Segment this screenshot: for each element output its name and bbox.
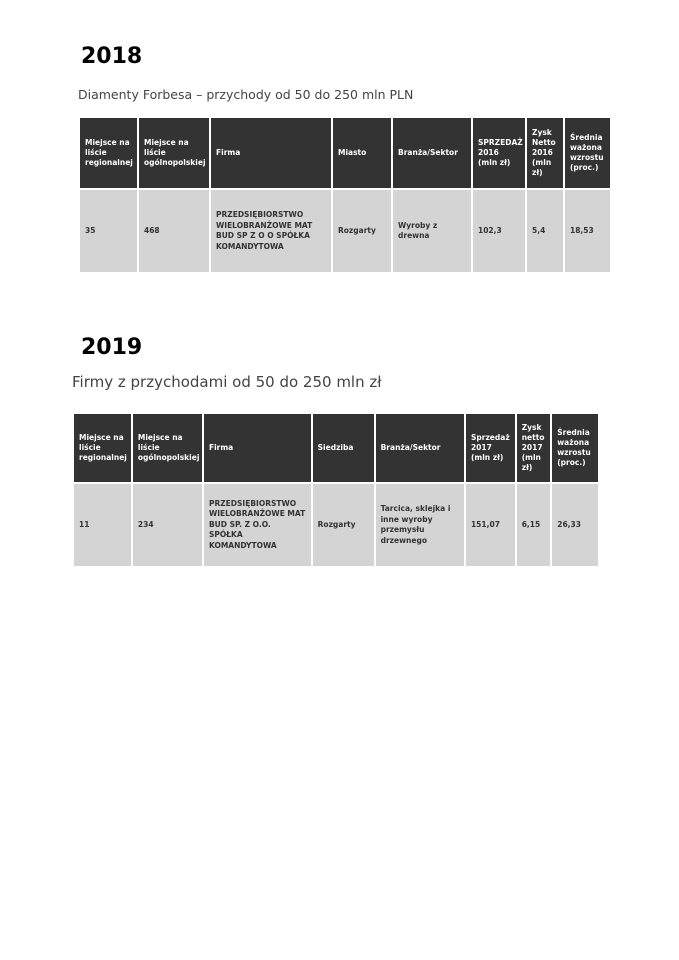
table-header-row: [74, 414, 598, 482]
cell-national-rank: 234: [133, 484, 202, 566]
cell-sales: 102,3: [473, 190, 525, 272]
column-header-regional-rank: Miejsce na liście regionalnej: [74, 414, 131, 482]
cell-growth: 26,33: [552, 484, 598, 566]
column-header-growth: Średnia ważona wzrostu (proc.): [552, 414, 598, 482]
column-header-national-rank: Miejsce na liście ogólnopolskiej: [139, 118, 209, 188]
column-header-headquarters: Siedziba: [313, 414, 374, 482]
cell-industry: Wyroby z drewna: [393, 190, 471, 272]
cell-city: Rozgarty: [333, 190, 391, 272]
column-header-company: Firma: [211, 118, 331, 188]
section-subtitle-2018: Diamenty Forbesa – przychody od 50 do 250 mln PLN: [78, 87, 414, 102]
column-header-net-profit: Zysk Netto 2016 (mln zł): [527, 118, 563, 188]
cell-headquarters: Rozgarty: [313, 484, 374, 566]
cell-industry: Tarcica, sklejka i inne wyroby przemysłu drzewnego: [376, 484, 464, 566]
year-heading-2019: 2019: [81, 335, 143, 360]
cell-sales: 151,07: [466, 484, 515, 566]
cell-net-profit: 5,4: [527, 190, 563, 272]
column-header-industry: Branża/Sektor: [393, 118, 471, 188]
ranking-table-2018: [78, 116, 612, 274]
table-header-row: [80, 118, 610, 188]
column-header-national-rank: Miejsce na liście ogólnopolskiej: [133, 414, 202, 482]
column-header-company: Firma: [204, 414, 311, 482]
ranking-table-2019: [72, 412, 600, 568]
table-row: [80, 190, 610, 272]
section-subtitle-2019: Firmy z przychodami od 50 do 250 mln zł: [72, 373, 382, 391]
column-header-regional-rank: Miejsce na liście regionalnej: [80, 118, 137, 188]
column-header-sales: Sprzedaż 2017 (mln zł): [466, 414, 515, 482]
cell-growth: 18,53: [565, 190, 610, 272]
column-header-net-profit: Zysk netto 2017 (mln zł): [517, 414, 551, 482]
year-heading-2018: 2018: [81, 44, 143, 69]
cell-regional-rank: 35: [80, 190, 137, 272]
column-header-sales: SPRZEDAŻ 2016 (mln zł): [473, 118, 525, 188]
table-row: [74, 484, 598, 566]
column-header-city: Miasto: [333, 118, 391, 188]
cell-company: PRZEDSIĘBIORSTWO WIELOBRANŻOWE MAT BUD SP. Z O.O. SPÓŁKA KOMANDYTOWA: [204, 484, 311, 566]
cell-national-rank: 468: [139, 190, 209, 272]
cell-regional-rank: 11: [74, 484, 131, 566]
column-header-growth: Średnia ważona wzrostu (proc.): [565, 118, 610, 188]
cell-company: PRZEDSIĘBIORSTWO WIELOBRANŻOWE MAT BUD SP Z O O SPÓŁKA KOMANDYTOWA: [211, 190, 331, 272]
column-header-industry: Branża/Sektor: [376, 414, 464, 482]
cell-net-profit: 6,15: [517, 484, 551, 566]
